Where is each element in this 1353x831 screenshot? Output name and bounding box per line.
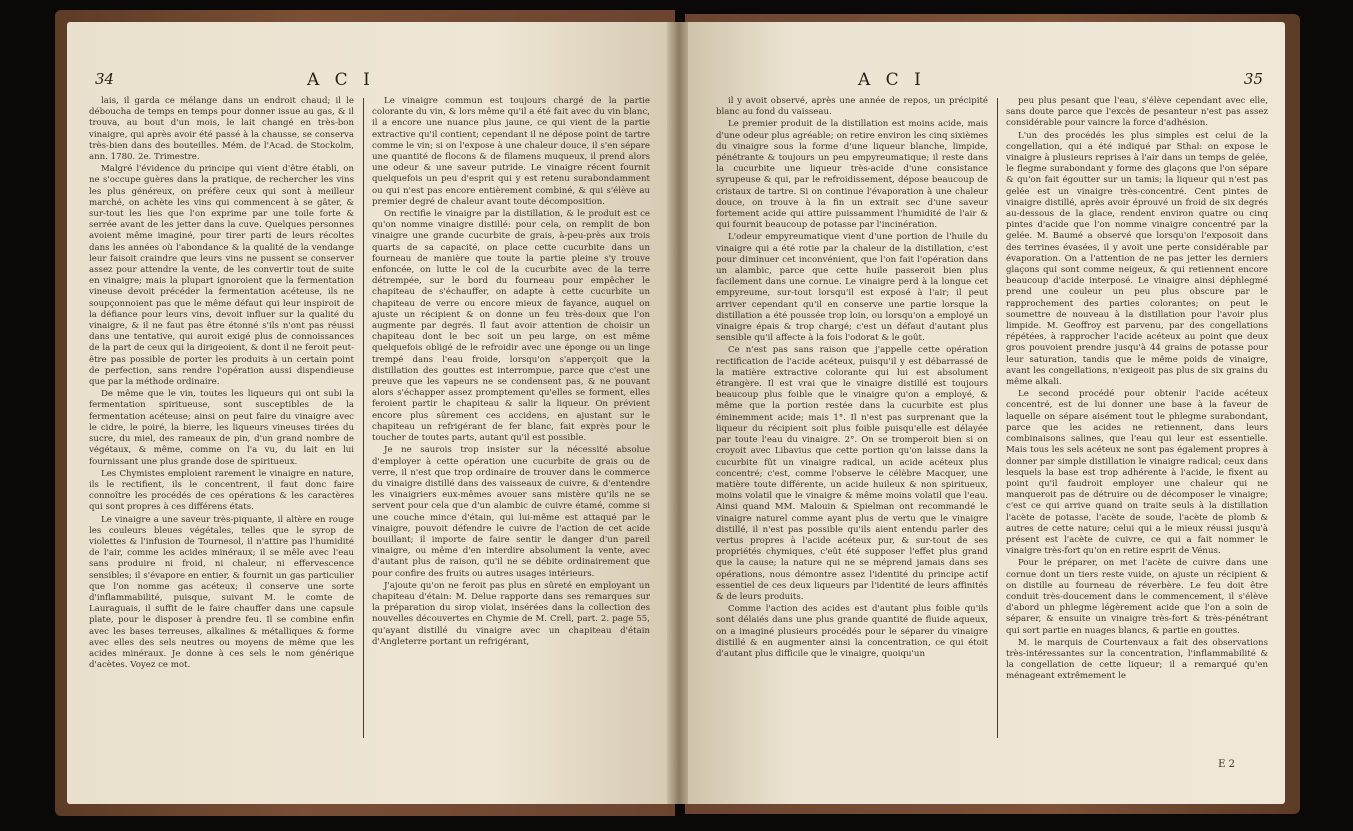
paragraph: lais, il garda ce mélange dans un endroit chaud; il le déboucha de temps en temps pour donner issue au gas, & il trouva, au bout d'un mois, le lait changé en très-bon vinaigre, qui après avoir été passé à la chausse, se conserva très-bien dans des bouteilles. Mém. de l'Acad. de Stockolm, ann. 1780. 2e. Trimestre. — [89, 96, 354, 163]
paragraph: De même que le vin, toutes les liqueurs qui ont subi la fermentation spiritueuse, sont susceptibles de la fermentation acéteuse; ainsi on peut faire du vinaigre avec le cidre, le poiré, la bierre, les liqueurs vineuses tirées du sucre, du miel, des rameaux de pin, d'un grand nombre de végétaux, & même, comme on l'a vu, du lait en lui fournissant une plus grande dose de spiritueux. — [89, 389, 354, 467]
paragraph: Le second procédé pour obtenir l'acide acéteux concentré, est de lui donner une base à la faveur de laquelle on sépare aisément tout le phlegme surabondant, parce que les acides ne retiennent, dans leurs combinaisons salines, que l'eau qui leur est essentielle. Mais tous les sels acéteux ne sont pas également propres à donner par simple distillation le vinaigre radical; ceux dans lesquels la base est trop adhérente à l'acide, le fixent au point qu'il faudroit employer une chaleur qui ne manqueroit pas de détruire ou de décomposer le vinaigre; c'est ce qui arrive quand on traite seuls à la distillation l'acète de potasse, l'acète de soude, l'acète de plomb & autres de cette nature; celui qui a le mieux réussi jusqu'à présent est l'acète de cuivre, ce qui a fait nommer le vinaigre très-fort qu'on en retire esprit de Vénus. — [1006, 389, 1268, 557]
paragraph: Le vinaigre a une saveur très-piquante, il altère en rouge les couleurs bleues végétales, telles que le syrop de violettes & l'infusion de Tournesol, il n'attire pas l'humidité de l'air, comme les acides minéraux; il se mêle avec l'eau sans produire ni froid, ni chaleur, ni effervescence sensibles; il s'évapore en entier, & fournit un gas particulier que l'on nomme gas acéteux; il conserve une sorte d'inflammabilité, puisque, suivant M. le comte de Lauraguais, il suffit de le faire chauffer dans une capsule plate, pour le disposer à prendre feu. Il se combine enfin avec les bases terreuses, alkalines & métalliques & forme avec elles des sels neutres ou moyens de même que les acides minéraux. Je donne à ces sels le nom générique d'acètes. Voyez ce mot. — [89, 514, 354, 671]
paragraph: Malgré l'évidence du principe qui vient d'être établi, on ne s'occupe guères dans la pratique, de rechercher les vins les plus généreux, on préfère ceux qui sont à meilleur marché, on achète les vins qui commencent à se gâter, & sur-tout les lies que l'on exprime par une toile forte & serrée avant de les jetter dans la cuve. Quelques personnes avoient même imaginé, pour tirer parti de leurs récoltes dans les années où l'abondance & la qualité de la vendange leur faisoit craindre que leurs vins ne pussent se conserver assez pour attendre la vente, de les convertir tout de suite en vinaigre; mais la plupart ignoroient que la fermentation vineuse devoit précéder la fermentation acéteuse, ils ne soupçonnoient pas que le même défaut qui leur inspiroit de la défiance pour leurs vins, devoit influer sur la qualité du vinaigre, & il ne faut pas être étonné s'ils n'ont pas réussi dans une tentative, qui auroit exigé plus de connoissances de la part de ceux qui la dirigeoient, & dont il ne feroit peut-être pas possible de porter les produits à un certain point de perfection, sans rendre l'opération aussi dispendieuse que par la méthode ordinaire. — [89, 164, 354, 388]
column-rule — [997, 98, 998, 738]
paragraph: peu plus pesant que l'eau, s'élève cependant avec elle, sans doute parce que l'excès de pesanteur n'est pas assez considérable pour vaincre la force d'adhésion. — [1006, 96, 1268, 129]
paragraph: Je ne saurois trop insister sur la nécessité absolue d'employer à cette opération une cucurbite de grais ou de verre, il n'est que trop ordinaire de trouver dans le commerce du vinaigre distillé dans des vaisseaux de cuivre, & d'entendre les vinaigriers eux-mêmes avouer sans mistère qu'ils ne se servent pour cela que d'un alambic de cuivre étamé, comme si une couche mince d'étain, qui lui-même est attaqué par le vinaigre, pouvoit défendre le cuivre de l'action de cet acide bouillant; il importe de faire sentir le danger d'un pareil vinaigre, ou même d'en interdire absolument la vente, avec d'autant plus de raison, qu'il ne se débite ordinairement que pour confire des fruits ou autres usages intérieurs. — [372, 445, 650, 579]
left-column-2 — [372, 96, 650, 746]
paragraph: il y avoit observé, après une année de repos, un précipité blanc au fond du vaisseau. — [716, 96, 988, 118]
paragraph: M. le marquis de Courtenvaux a fait des observations très-intéressantes sur la concentration, l'inflammabilité & la congellation de cette liqueur; il a remarqué qu'en ménageant extrêmement le — [1006, 637, 1268, 682]
right-page-number: 35 — [1243, 70, 1263, 88]
paragraph: J'ajoute qu'on ne feroit pas plus en sûreté en employant un chapiteau d'étain: M. Delue rapporte dans ses remarques sur la préparation du sirop violat, insérées dans la collection des nouvelles découvertes en Chymie de M. Crell, part. 2. page 55, qu'ayant distillé du vinaigre avec un chapiteau d'étain d'Angleterre portant un refrigérant, — [372, 580, 650, 647]
paragraph: Le vinaigre commun est toujours chargé de la partie colorante du vin, & lors même qu'il a été fait avec du vin blanc, il a encore une nuance plus jaune, ce qui vient de la partie extractive qu'il contient; cependant il ne dépose point de tartre comme le vin; si on l'expose à une chaleur douce, il s'en sépare une quantité de flocons & de filamens muqueux, il prend alors une odeur & une saveur putride. Le vinaigre récent fournit quelquefois un peu d'esprit qui y est retenu surabondamment ou qui n'est pas encore entièrement combiné, & qui s'élève au premier degré de chaleur avant toute décomposition. — [372, 96, 650, 207]
left-page — [67, 22, 670, 804]
left-column-1 — [89, 96, 354, 746]
paragraph: On rectifie le vinaigre par la distillation, & le produit est ce qu'on nomme vinaigre distillé: pour cela, on remplit de bon vinaigre une grande cucurbite de grais, à-peu-près aux trois quarts de sa capacité, on place cette cucurbite dans un fourneau de manière que toute la partie pleine s'y trouve enfoncée, on lutte le col de la cucurbite avec de la terre détrempée, sur le bord du fourneau pour empêcher le chapiteau de s'échauffer, on adapte à cette cucurbite un chapiteau de verre ou encore mieux de fayance, auquel on ajuste un récipient & on donne un feu très-doux que l'on augmente par degrés. Il faut avoir attention de choisir un chapiteau dont le bec soit un peu large, on est même quelquefois obligé de le refroidir avec une éponge ou un linge trempé dans l'eau froide, lorsqu'on s'apperçoit que la distillation des gouttes est interrompue, parce que c'est une preuve que les vapeurs ne se condensent pas, & ne pouvant alors s'échapper assez promptement qu'elles se forment, elles feroient partir le chapiteau & salir la liqueur. On prévient encore plus sûrement ces accidens, en ajustant sur le chapiteau un refrigérant de fer blanc, fait exprès pour le toucher de toutes parts, autant qu'il est possible. — [372, 209, 650, 444]
paragraph: Ce n'est pas sans raison que j'appelle cette opération rectification de l'acide acéteux, puisqu'il y est débarrassé de la matière extractive colorante qui lui est absolument étrangère. Il est vrai que le vinaigre distillé est toujours beaucoup plus foible que le vinaigre qu'on a employé, & même que la portion restée dans la cucurbite est plus éminemment acide; mais 1°. Il n'est pas surprenant que la liqueur du récipient soit plus foible puisqu'elle est délayée par toute l'eau du vinaigre. 2°. On se tromperoit bien si on croyoit avec Libavius que cette portion qu'on laisse dans la cucurbite fût un vinaigre radical, un acide acéteux plus concentré; c'est, comme l'observe le célèbre Macquer, une matière toute différente, un acide huileux & non spiritueux, moins volatil que le vinaigre & même moins volatil que l'eau. Ainsi quand MM. Malouin & Spielman ont recommandé le vinaigre naturel comme ayant plus de vertu que le vinaigre distillé, il n'est pas possible qu'ils aient entendu parler des vertus propres à l'acide acéteux pur, & sur-tout de ses propriétés chymiques, c'eût été supposer l'effet plus grand que la cause; la nature qui ne se méprend jamais dans ses opérations, nous démontre assez l'identité du principe actif essentiel de ces deux liqueurs par l'identité de leurs affinités & de leurs produits. — [716, 345, 988, 602]
left-page-number: 34 — [95, 70, 115, 88]
left-running-head: A C I — [307, 70, 375, 90]
paragraph: L'odeur empyreumatique vient d'une portion de l'huile du vinaigre qui a été rotie par la chaleur de la distillation, c'est pour diminuer cet inconvénient, que l'on fait l'opération dans un alambic, parce que cette huile passeroit bien plus facilement dans une cornue. Le vinaigre perd à la longue cet empyreume, sur-tout lorsqu'il est exposé à l'air; il peut arriver cependant qu'il en conserve une partie lorsque la distillation a été poussée trop loin, ou lorsqu'on a employé un vinaigre épais & trop chargé; c'est un défaut d'autant plus sensible qu'il affecte à la fois l'odorat & le goût. — [716, 232, 988, 344]
paragraph: Comme l'action des acides est d'autant plus foible qu'ils sont délaiés dans une plus grande quantité de fluide aqueux, on a imaginé plusieurs procédés pour le séparer du vinaigre distillé & en augmenter ainsi la concentration, ce qui étoit d'autant plus difficile que le vinaigre, quoiqu'un — [716, 604, 988, 659]
right-running-head: A C I — [858, 70, 926, 90]
paragraph: Le premier produit de la distillation est moins acide, mais d'une odeur plus agréable; on retire environ les cinq sixièmes du vinaigre sous la forme d'une liqueur blanche, limpide, pénétrante & toujours un peu empyreumatique; il reste dans la cucurbite une liqueur très-acide d'une consistance syrupeuse & qui, par le refroidissement, dépose beaucoup de cristaux de tartre. Si on continue l'évaporation à une chaleur douce, on trouve à la fin un extrait sec d'une saveur fortement acide qui attire puissamment l'humidité de l'air & qui fournit beaucoup de potasse par l'incinération. — [716, 119, 988, 231]
paragraph: L'un des procédés les plus simples est celui de la congellation, qui a été indiqué par Sthal: on expose le vinaigre à plusieurs reprises à l'air dans un temps de gelée, le flegme surabondant y forme des glaçons que l'on sépare & qu'on fait égoutter sur un tamis; la liqueur qui n'est pas gelée est un vinaigre très-concentré. Cent pintes de vinaigre distillé, après avoir éprouvé un froid de six degrés au-dessous de la glace, rendent environ quatre ou cinq pintes d'acide que l'on nomme vinaigre concentré par la gelée. M. Baumé a observé que lorsqu'on l'exposoit dans des terrines évasées, il y avoit une perte considérable par évaporation. On a l'attention de ne pas jetter les derniers glaçons qui sont comme neigeux, & qui retiennent encore beaucoup d'acide interposé. Le vinaigre ainsi déphlegmé prend une couleur un peu plus obscure par le rapprochement des parties colorantes; on peut le soumettre de nouveau à la distillation pour l'avoir plus limpide. M. Geoffroy est parvenu, par des congellations répétées, à rapprocher l'acide acéteux au point que deux gros pouvoient prendre jusqu'à 44 grains de potasse pour leur saturation, tandis que le même poids de vinaigre, avant les congellations, n'exigeoit pas plus de six grains du même alkali. — [1006, 130, 1268, 388]
right-page — [688, 22, 1285, 804]
column-rule — [363, 98, 364, 738]
open-book — [55, 8, 1300, 818]
paragraph: Les Chymistes emploient rarement le vinaigre en nature, ils le rectifient, ils le concentrent, il faut donc faire connoître les procédés de ces opérations & les caractères qui sont propres à ces différens états. — [89, 468, 354, 513]
right-column-1 — [716, 96, 988, 746]
signature-mark: E 2 — [1218, 759, 1235, 770]
paragraph: Pour le préparer, on met l'acète de cuivre dans une cornue dont un tiers reste vuide, on ajuste un récipient & on distille au fourneau de réverbère. Le feu doit être conduit très-doucement dans le commencement, il s'élève d'abord un phlegme légèrement acide que l'on a soin de séparer, & ensuite un vinaigre très-fort & très-pénétrant qui sort partie en nuages blancs, & partie en gouttes. — [1006, 558, 1268, 636]
right-column-2 — [1006, 96, 1268, 746]
